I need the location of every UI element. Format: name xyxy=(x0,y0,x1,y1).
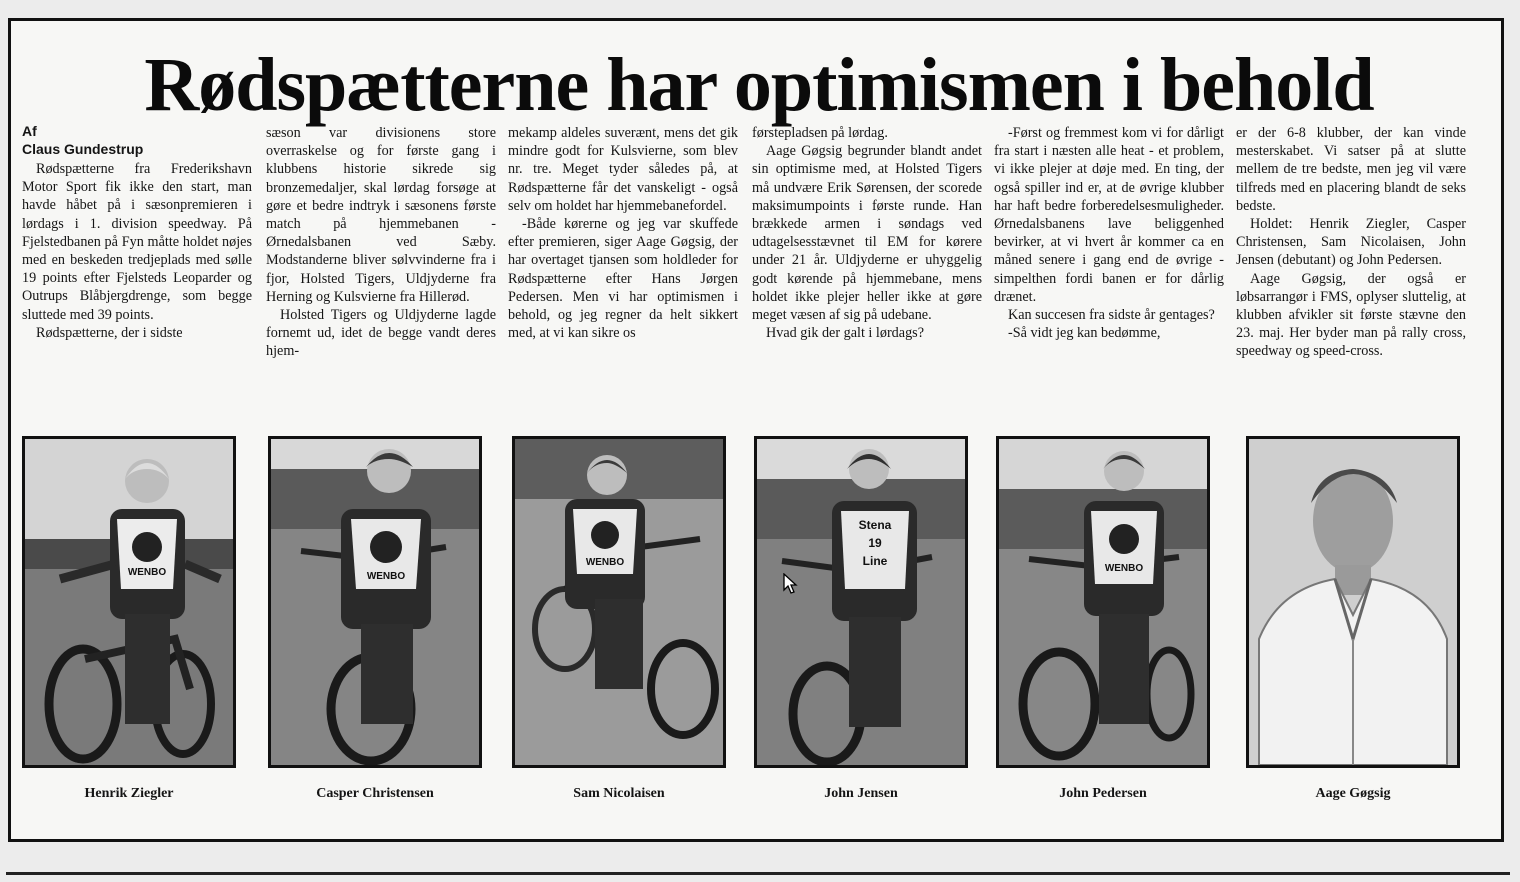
photo-rider xyxy=(512,436,726,768)
photo-caption: Casper Christensen xyxy=(316,786,434,801)
paragraph: sæson var divisionens store overraskelse og for første gang i klubbens historie sikrede sig bronzemedaljer, skal lørdag forsøge at gøre et bedre indtryk i sæsonens første match på hjemmebanen - Ørnedalsbanen ved Sæby. Modstanderne bliver sølvvinderne fra i fjor, Holsted Tigers, Uldjyderne fra Herning og Kulsvierne fra Hillerød. xyxy=(266,125,496,305)
paragraph: Aage Gøgsig begrunder blandt andet sin optimisme med, at Holsted Tigers må undvære Erik Sørensen, der scorede maksimumpoints i første runde. Han brækkede armen i søndags ved udtagelsesstævnet til EM for kørere under 21 år. Uldjyderne er uhyggelig godt kørende på hjemmebane, mens holdet ikke plejer heller ikke at gøre meget væsen af sig på udebane. xyxy=(752,143,982,324)
photo-caption: Henrik Ziegler xyxy=(84,786,174,801)
mouse-pointer-icon xyxy=(783,573,799,595)
text-column-5 xyxy=(994,124,1224,436)
photo-caption: John Pedersen xyxy=(1059,786,1147,801)
paragraph: -Både kørerne og jeg var skuffede efter premieren, siger Aage Gøgsig, der har overtaget tjansen som holdleder for Rødspætterne efter Hans Jørgen Pedersen. Men vi har optimismen i behold, og jeg regner da helt sikkert med, at vi kan sikre os xyxy=(508,216,738,342)
bib-text: WENBO xyxy=(366,571,406,582)
paragraph: mekamp aldeles suverænt, mens det gik mindre godt for Kulsvierne, som blev nr. tre. Meget tyder således på, at Rødspætterne får det vanskeligt - også selv om holdet har hjemmebanefordel. xyxy=(508,125,738,214)
bib-number: 19 xyxy=(868,536,882,550)
text-column-6 xyxy=(1236,124,1466,436)
bib-text: Line xyxy=(862,554,888,568)
bottom-rule xyxy=(6,872,1510,875)
photo-caption: Sam Nicolaisen xyxy=(573,786,665,801)
paragraph: Holdet: Henrik Ziegler, Casper Christensen, Sam Nicolaisen, John Jensen (debutant) og John Pedersen. xyxy=(1236,216,1466,269)
paragraph: er der 6-8 klubber, der kan vinde mesterskabet. Vi satser på at slutte mellem de tre bedste, men jeg vil være tilfreds med en placering blandt de seks bedste. xyxy=(1236,125,1466,214)
photo-rider xyxy=(22,436,236,768)
photo-caption: John Jensen xyxy=(824,786,898,801)
paragraph: Hvad gik der galt i lørdags? xyxy=(766,325,924,342)
paragraph: Kan succesen fra sidste år gentages? xyxy=(1008,307,1215,324)
text-column-1 xyxy=(22,160,252,436)
photo-rider xyxy=(754,436,968,768)
bib-text: WENBO xyxy=(127,567,167,578)
byline-author: Claus Gundestrup xyxy=(22,141,144,157)
paragraph: -Så vidt jeg kan bedømme, xyxy=(1008,325,1161,342)
paragraph: Aage Gøgsig, der også er løbsarrangør i FMS, oplyser sluttelig, at klubben afvikler sit første stævne den 23. maj. Her byder man på rally cross, speedway og speed-cross. xyxy=(1236,270,1466,360)
paragraph: førstepladsen på lørdag. xyxy=(752,125,888,141)
photo-rider xyxy=(996,436,1210,768)
bib-text: WENBO xyxy=(1104,563,1144,574)
paragraph: Holsted Tigers og Uldjyderne lagde fornemt ud, idet de begge vandt deres hjem- xyxy=(266,307,496,360)
paragraph: Rødspætterne, der i sidste xyxy=(36,324,183,341)
bib-text: Stena xyxy=(858,518,892,532)
paragraph: -Først og fremmest kom vi for dårligt fra start i næsten alle heat - et problem, vi ikke plejer at døje med. En ting, der også spiller ind er, at de øvrige klubber har haft bedre forberedelsesmuligheder. Ørnedalsbanens lave beliggenhed bevirker, at vi hvert år kommer ca en måned senere i gang end de øvrige - simpelthen fordi banen er for dårlig drænet. xyxy=(994,125,1224,305)
byline-prefix: Af xyxy=(22,123,37,139)
text-column-3 xyxy=(508,124,738,436)
bib-text: WENBO xyxy=(585,557,625,568)
photo-rider xyxy=(268,436,482,768)
text-column-4 xyxy=(752,124,982,436)
paragraph: Rødspætterne fra Frederikshavn Motor Sport fik ikke den start, man havde håbet på i sæsonpremieren i lørdags i 1. division speedway. På Fjelstedbanen på Fyn måtte holdet nøjes med en beskeden tredjeplads med sølle 19 points efter Fjelsteds Leoparder og Outrups Blåbjergdrenge, som begge sluttede med 39 points. xyxy=(22,161,252,323)
text-column-2 xyxy=(266,124,496,436)
photo-caption: Aage Gøgsig xyxy=(1315,786,1391,801)
photo-portrait xyxy=(1246,436,1460,768)
byline xyxy=(22,122,143,158)
headline: Rødspætterne har optimismen i behold xyxy=(144,43,1374,127)
